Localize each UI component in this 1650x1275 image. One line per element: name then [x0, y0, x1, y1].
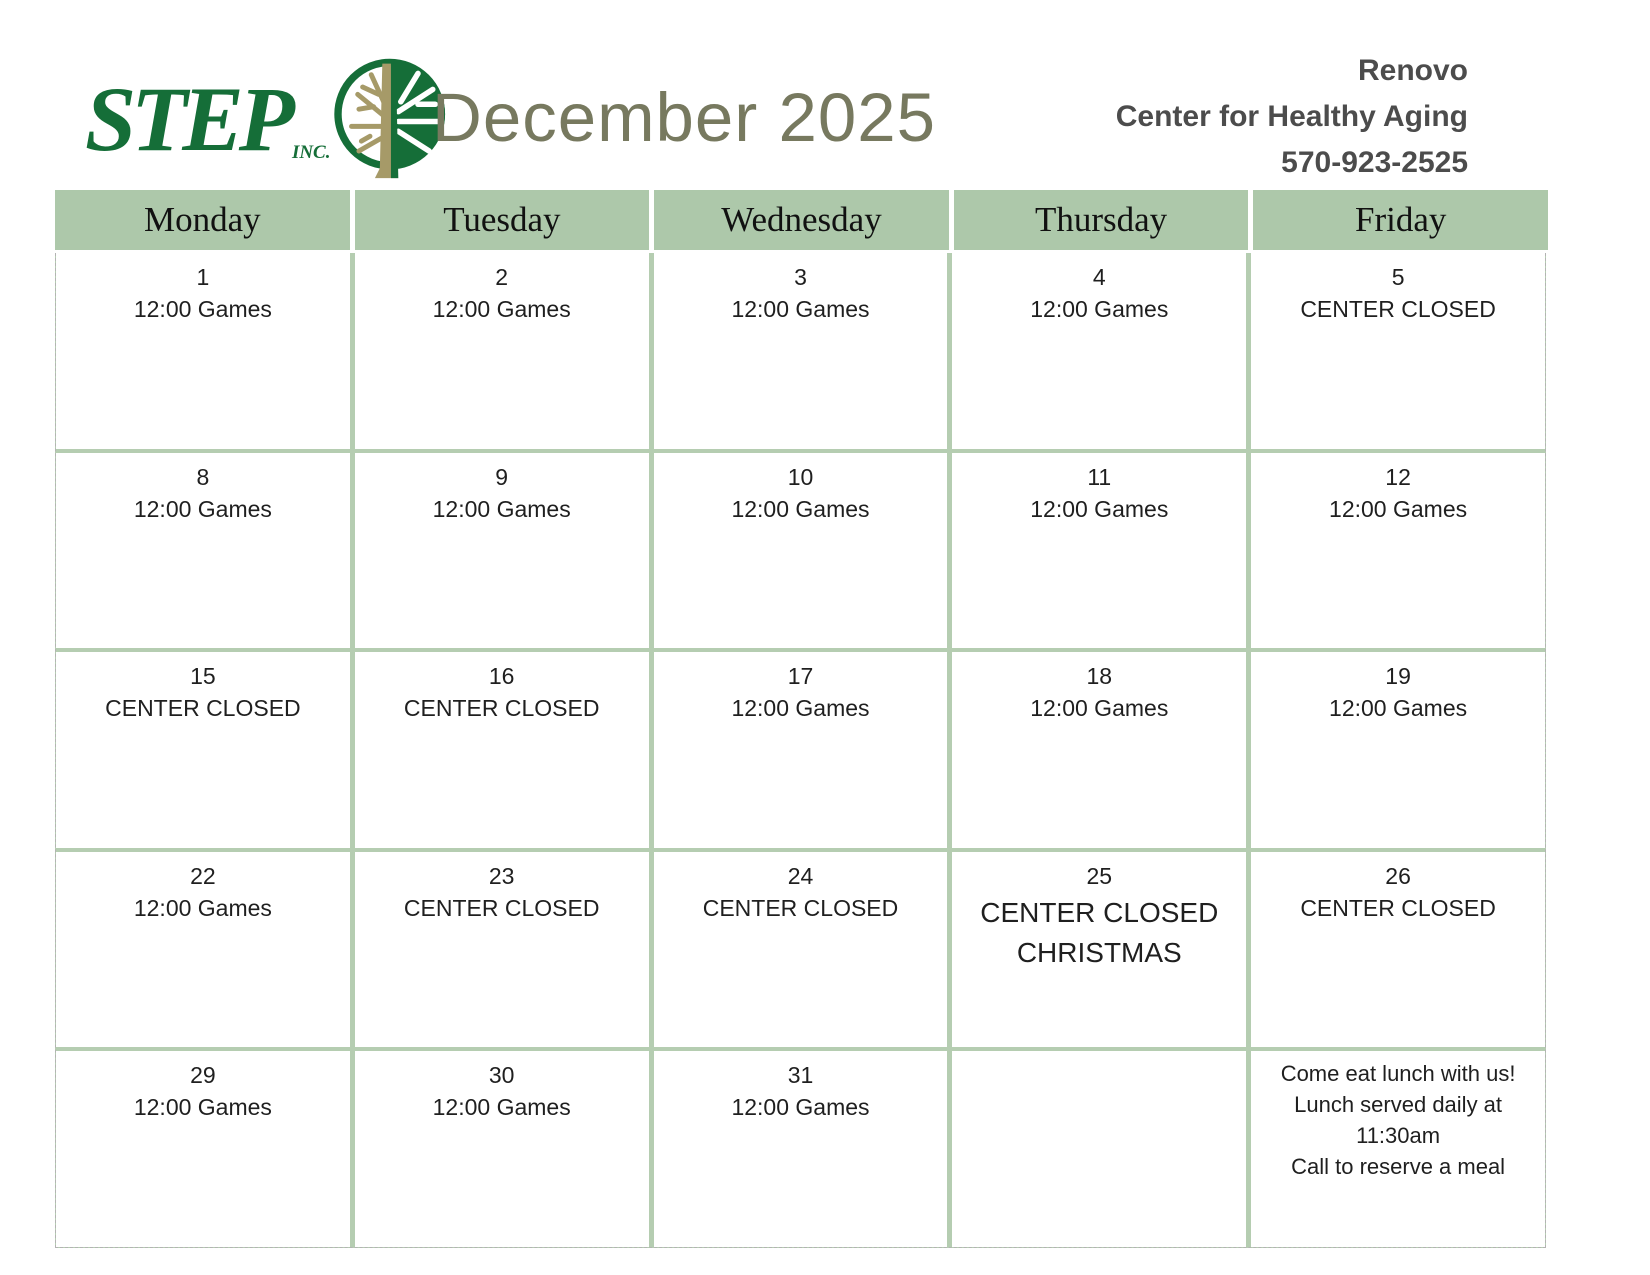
step-logo-inc-label: INC.	[291, 142, 331, 163]
event-line: CENTER CLOSED	[403, 695, 600, 722]
day-number: 22	[190, 862, 216, 889]
note-line: Lunch served daily at	[1294, 1092, 1503, 1118]
calendar-cell-day-10	[654, 453, 948, 649]
calendar-cell-day-19	[1251, 652, 1545, 848]
event-line: 12:00 Games	[731, 695, 870, 722]
day-number: 4	[1092, 264, 1106, 290]
note-line: Call to reserve a meal	[1291, 1154, 1506, 1180]
center-info	[1116, 48, 1468, 186]
calendar-cell-day-25	[952, 852, 1246, 1048]
calendar-cell-day-15	[56, 652, 350, 848]
calendar-cell-day-11	[952, 453, 1246, 649]
note-line: 11:30am	[1356, 1123, 1441, 1149]
calendar-cell-day-1	[56, 253, 350, 449]
event-line: 12:00 Games	[133, 894, 272, 921]
step-logo	[85, 55, 448, 178]
day-number: 29	[190, 1062, 216, 1089]
calendar-body	[55, 253, 1546, 1248]
calendar-cell-day-9	[355, 453, 649, 649]
day-number: 8	[196, 463, 210, 490]
event-line: CHRISTMAS	[1016, 936, 1182, 968]
day-number: 16	[488, 663, 515, 690]
day-number: 18	[1086, 663, 1113, 690]
calendar-cell-day-3	[654, 253, 948, 449]
calendar-cell-day-30	[355, 1051, 649, 1247]
weekday-header-row	[55, 190, 1548, 250]
event-line: 12:00 Games	[133, 495, 272, 522]
day-number: 1	[196, 264, 210, 290]
calendar-cell-lunch-note	[1251, 1051, 1545, 1247]
calendar-cell-day-16	[355, 652, 649, 848]
event-line: CENTER CLOSED	[702, 894, 899, 921]
day-number: 11	[1087, 463, 1112, 490]
calendar-cell-day-5	[1251, 253, 1545, 449]
calendar-cell-empty	[952, 1051, 1246, 1247]
center-name: Center for Healthy Aging	[1115, 100, 1468, 133]
calendar-cell-day-24	[654, 852, 948, 1048]
weekday-header-monday: Monday	[55, 190, 350, 250]
day-number: 10	[787, 463, 814, 490]
calendar-cell-day-23	[355, 852, 649, 1048]
event-line: 12:00 Games	[133, 1094, 272, 1121]
day-number: 31	[787, 1062, 814, 1089]
event-line: CENTER CLOSED	[1300, 894, 1496, 921]
event-line: 12:00 Games	[1329, 495, 1468, 522]
calendar-cell-day-8	[56, 453, 350, 649]
weekday-header-friday: Friday	[1253, 190, 1548, 250]
day-number: 25	[1086, 862, 1113, 889]
day-number: 3	[794, 264, 807, 290]
step-logo-wordmark: STEP	[85, 68, 290, 170]
day-number: 30	[488, 1062, 515, 1089]
event-line: 12:00 Games	[133, 296, 272, 322]
day-number: 9	[495, 463, 509, 490]
calendar-cell-day-12	[1251, 453, 1545, 649]
event-line: CENTER CLOSED	[403, 894, 600, 921]
day-number: 23	[488, 862, 515, 889]
calendar-cell-day-26	[1251, 852, 1545, 1048]
day-number: 26	[1385, 862, 1411, 889]
calendar-cell-day-17	[654, 652, 948, 848]
day-number: 2	[495, 264, 509, 290]
calendar-cell-day-2	[355, 253, 649, 449]
calendar-cell-day-22	[56, 852, 350, 1048]
event-line: 12:00 Games	[432, 1094, 571, 1121]
tree-icon	[324, 55, 448, 188]
center-location: Renovo	[1357, 54, 1468, 87]
page-title: December 2025	[432, 79, 936, 156]
event-line: 12:00 Games	[731, 1094, 870, 1121]
day-number: 19	[1385, 663, 1411, 690]
event-line: 12:00 Games	[1030, 695, 1169, 722]
event-line: 12:00 Games	[731, 495, 870, 522]
day-number: 15	[190, 663, 216, 690]
event-line: 12:00 Games	[1030, 296, 1169, 322]
event-line: 12:00 Games	[731, 296, 870, 322]
day-number: 12	[1385, 463, 1411, 490]
event-line: 12:00 Games	[432, 495, 571, 522]
note-line: Come eat lunch with us!	[1280, 1061, 1516, 1087]
day-number: 5	[1391, 264, 1405, 290]
center-phone: 570-923-2525	[1281, 146, 1468, 179]
event-line: CENTER CLOSED	[980, 896, 1219, 928]
day-number: 17	[787, 663, 814, 690]
weekday-header-tuesday: Tuesday	[355, 190, 650, 250]
day-number: 24	[787, 862, 814, 889]
calendar-cell-day-18	[952, 652, 1246, 848]
event-line: 12:00 Games	[1030, 495, 1169, 522]
weekday-header-thursday: Thursday	[954, 190, 1249, 250]
calendar-cell-day-31	[654, 1051, 948, 1247]
event-line: 12:00 Games	[432, 296, 571, 322]
event-line: 12:00 Games	[1329, 695, 1468, 722]
event-line: CENTER CLOSED	[105, 695, 301, 722]
calendar-cell-day-29	[56, 1051, 350, 1247]
weekday-header-wednesday: Wednesday	[654, 190, 949, 250]
calendar-cell-day-4	[952, 253, 1246, 449]
event-line: CENTER CLOSED	[1300, 296, 1496, 322]
